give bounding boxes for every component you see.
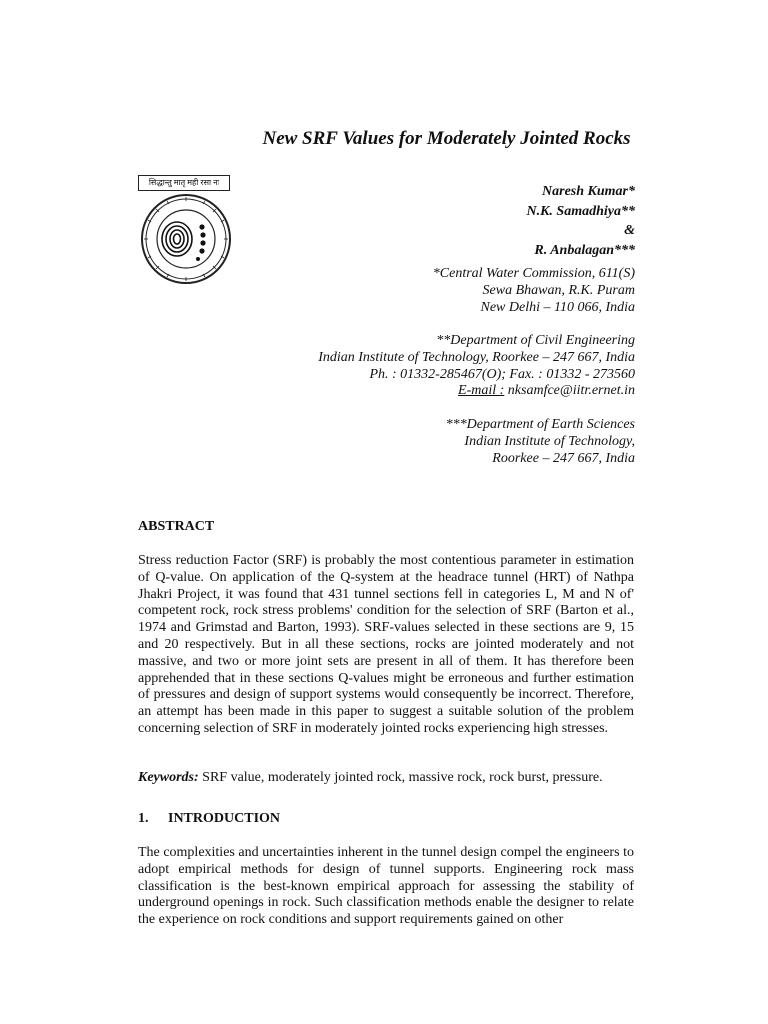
author-name: N.K. Samadhiya** — [526, 203, 635, 219]
affiliation-line: Indian Institute of Technology, Roorkee – 247 667, India — [318, 349, 635, 365]
affiliation-line: Ph. : 01332-285467(O); Fax. : 01332 - 273560 — [369, 366, 635, 382]
institute-logo — [138, 175, 234, 285]
introduction-text: The complexities and uncertainties inherent in the tunnel design compel the engineers to adopt empirical methods for design of tunnel supports. Engineering rock mass classification is the best-known empirical approach for assessing the stability of underground openings in rock. Such classification methods enable the designer to relate the experience on rock conditions and support requirements gained on other — [138, 845, 634, 928]
affiliation-line: New Delhi – 110 066, India — [480, 299, 635, 315]
keywords-text: SRF value, moderately jointed rock, massive rock, rock burst, pressure. — [198, 770, 603, 785]
logo-motto-banner: सिद्धान्तु मातृ मही रसा नः — [138, 175, 230, 191]
author-name: Naresh Kumar* — [542, 184, 635, 199]
section-title: INTRODUCTION — [168, 811, 281, 826]
author-name: R. Anbalagan*** — [534, 242, 635, 258]
affiliation-line: **Department of Civil Engineering — [436, 333, 635, 348]
author-separator: & — [624, 223, 635, 238]
affiliation-line: Sewa Bhawan, R.K. Puram — [482, 282, 635, 298]
affiliation-block-2 — [318, 333, 635, 400]
email-line — [318, 383, 635, 400]
affiliation-line: Indian Institute of Technology, — [464, 433, 635, 449]
email-label: E-mail : — [458, 383, 505, 399]
section-number: 1. — [138, 811, 149, 826]
affiliation-block-1 — [433, 266, 635, 316]
keywords-paragraph — [138, 770, 634, 787]
affiliation-line: ***Department of Earth Sciences — [445, 417, 635, 432]
abstract-text: Stress reduction Factor (SRF) is probably the most contentious parameter in estimation of Q-value. On application of the Q-system at the headrace tunnel (HRT) of Nathpa Jhakri Project, it was found that 431 tunnel sections fell in categories L, M and N of' competent rock, rock stress problems' condition for the selection of SRF (Barton et al., 1974 and Grimstad and Barton, 1993). SRF-values selected in these sections are 9, 15 and 20 respectively. But in all these sections, rocks are jointed moderately and not massive, and two or more joint sets are present in all of them. It has therefore been apprehended that in these sections Q-values might be erroneous and further estimation of pressures and design of support systems would consequently be incorrect. Therefore, an attempt has been made in this paper to suggest a suitable solution of the problem concerning selection of SRF in moderately jointed rocks experiencing high stresses. — [138, 553, 634, 736]
seal-emblem-icon — [140, 193, 232, 285]
affiliation-line: Roorkee – 247 667, India — [492, 450, 635, 466]
email-address: nksamfce@iitr.ernet.in — [507, 383, 635, 399]
keywords-label: Keywords: — [138, 770, 199, 785]
affiliation-block-3 — [446, 417, 635, 467]
introduction-heading — [138, 811, 280, 827]
affiliation-line: *Central Water Commission, 611(S) — [432, 266, 635, 281]
author-list — [526, 182, 635, 260]
paper-title: New SRF Values for Moderately Jointed Rocks — [262, 128, 631, 149]
abstract-heading: ABSTRACT — [138, 519, 215, 534]
